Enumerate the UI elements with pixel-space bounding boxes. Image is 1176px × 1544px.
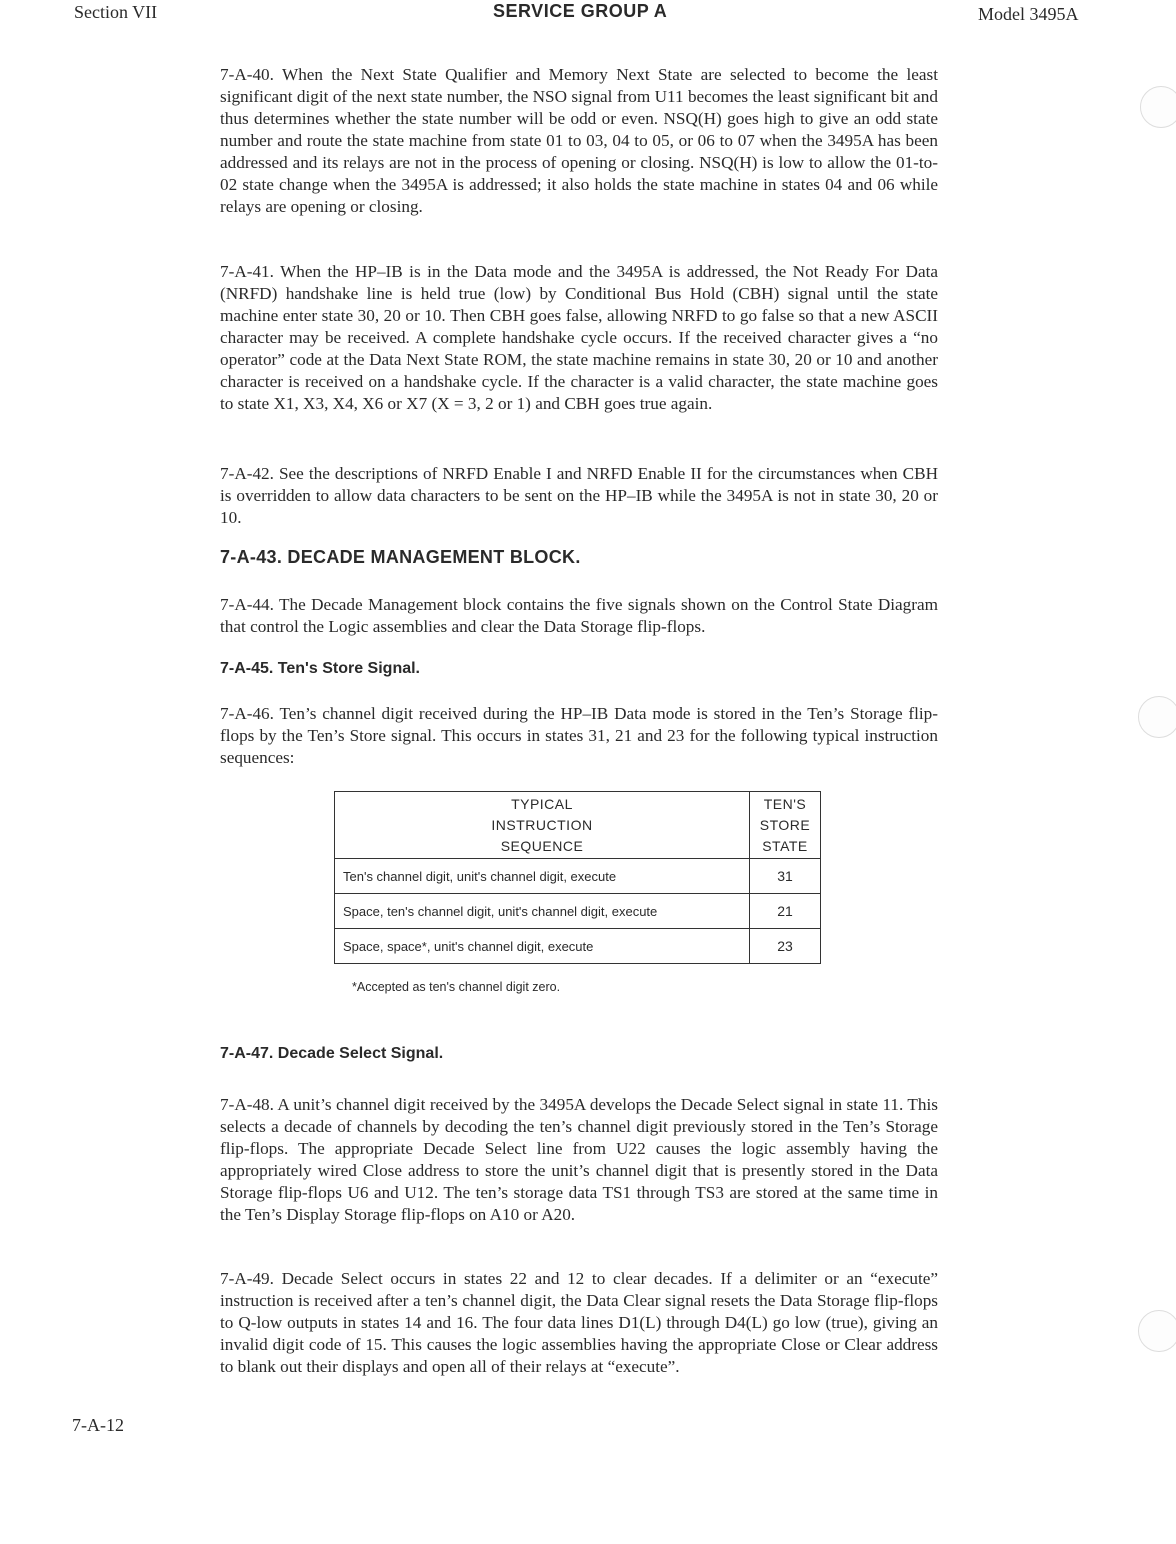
section-heading-decade-management: 7-A-43. DECADE MANAGEMENT BLOCK.	[220, 547, 581, 567]
binder-hole-middle	[1138, 696, 1176, 738]
sequence-cell: Space, ten's channel digit, unit's channel digit, execute	[335, 894, 750, 929]
subheading-tens-store-signal: 7-A-45. Ten's Store Signal.	[220, 660, 420, 677]
subheading-decade-select-signal: 7-A-47. Decade Select Signal.	[220, 1045, 444, 1062]
binder-hole-bottom	[1138, 1310, 1176, 1352]
state-cell: 21	[750, 894, 821, 929]
column-header-state: TEN'S STORE STATE	[750, 792, 821, 859]
sequence-cell: Ten's channel digit, unit's channel digit, execute	[335, 859, 750, 894]
tens-store-table	[334, 791, 821, 964]
table-row	[335, 929, 821, 964]
paragraph-7-A-44: 7-A-44. The Decade Management block contains the five signals shown on the Control State Diagram that control the Logic assemblies and clear the Data Storage flip-flops.	[220, 595, 938, 636]
page-number: 7-A-12	[72, 1415, 124, 1435]
table-header-row	[335, 792, 821, 859]
table-row	[335, 859, 821, 894]
table-footnote: *Accepted as ten's channel digit zero.	[352, 980, 561, 994]
model-label: Model 3495A	[978, 4, 1079, 24]
table-row	[335, 894, 821, 929]
paragraph-7-A-42: 7-A-42. See the descriptions of NRFD Enable I and NRFD Enable II for the circumstances when CBH is overridden to allow data characters to be sent on the HP–IB while the 3495A is not in state 30, 20 or 10.	[220, 464, 938, 527]
state-cell: 31	[750, 859, 821, 894]
paragraph-7-A-48: 7-A-48. A unit’s channel digit received by the 3495A develops the Decade Select signal in state 11. This selects a decade of channels by decoding the ten’s channel digit previously stored in the Ten’s Storage flip-flops. The appropriate Decade Select line from U22 causes the logic assembly having the appropriately wired Close address to store the unit’s channel digit that is presently stored in the Data Storage flip-flops U6 and U12. The ten’s storage data TS1 through TS3 are stored at the same time in the Ten’s Display Storage flip-flops on A10 or A20.	[220, 1095, 938, 1224]
page-header-title: SERVICE GROUP A	[493, 1, 668, 21]
paragraph-7-A-46: 7-A-46. Ten’s channel digit received during the HP–IB Data mode is stored in the Ten’s Storage flip-flops by the Ten’s Store signal. This occurs in states 31, 21 and 23 for the following typical instruction sequences:	[220, 704, 938, 767]
state-cell: 23	[750, 929, 821, 964]
column-header-sequence: TYPICAL INSTRUCTION SEQUENCE	[335, 792, 750, 859]
paragraph-7-A-49: 7-A-49. Decade Select occurs in states 22 and 12 to clear decades. If a delimiter or an “execute” instruction is received after a ten’s channel digit, the Data Clear signal resets the Data Storage flip-flops to Q-low outputs in states 14 and 16. The four data lines D1(L) through D4(L) go low (true), giving an invalid digit code of 15. This causes the logic assemblies having the appropriate Close or Clear address to blank out their displays and open all of their relays at “execute”.	[220, 1269, 938, 1376]
paragraph-7-A-40: 7-A-40. When the Next State Qualifier and Memory Next State are selected to become the least significant digit of the next state number, the NSO signal from U11 becomes the least significant bit and thus determines whether the state number will be odd or even. NSQ(H) goes high to give an odd state number and route the state machine from state 01 to 03, 04 to 05, or 06 to 07 when the 3495A has been addressed and its relays are not in the process of opening or closing. NSQ(H) is low to allow the 01-to-02 state change when the 3495A is addressed; it also holds the state machine in states 04 and 06 while relays are opening or closing.	[220, 65, 938, 216]
paragraph-7-A-41: 7-A-41. When the HP–IB is in the Data mode and the 3495A is addressed, the Not Ready For Data (NRFD) handshake line is held true (low) by Conditional Bus Hold (CBH) signal until the state machine enter state 30, 20 or 10. Then CBH goes false, allowing NRFD to go false so that a new ASCII character may be received. A complete handshake cycle occurs. If the received character gives a “no operator” code at the Data Next State ROM, the state machine remains in state 30, 20 or 10 and another character is received on a handshake cycle. If the character is a valid character, the state machine goes to state X1, X3, X4, X6 or X7 (X = 3, 2 or 1) and CBH goes true again.	[220, 262, 938, 413]
sequence-cell: Space, space*, unit's channel digit, execute	[335, 929, 750, 964]
binder-hole-top	[1140, 86, 1176, 128]
section-label: Section VII	[74, 2, 158, 22]
